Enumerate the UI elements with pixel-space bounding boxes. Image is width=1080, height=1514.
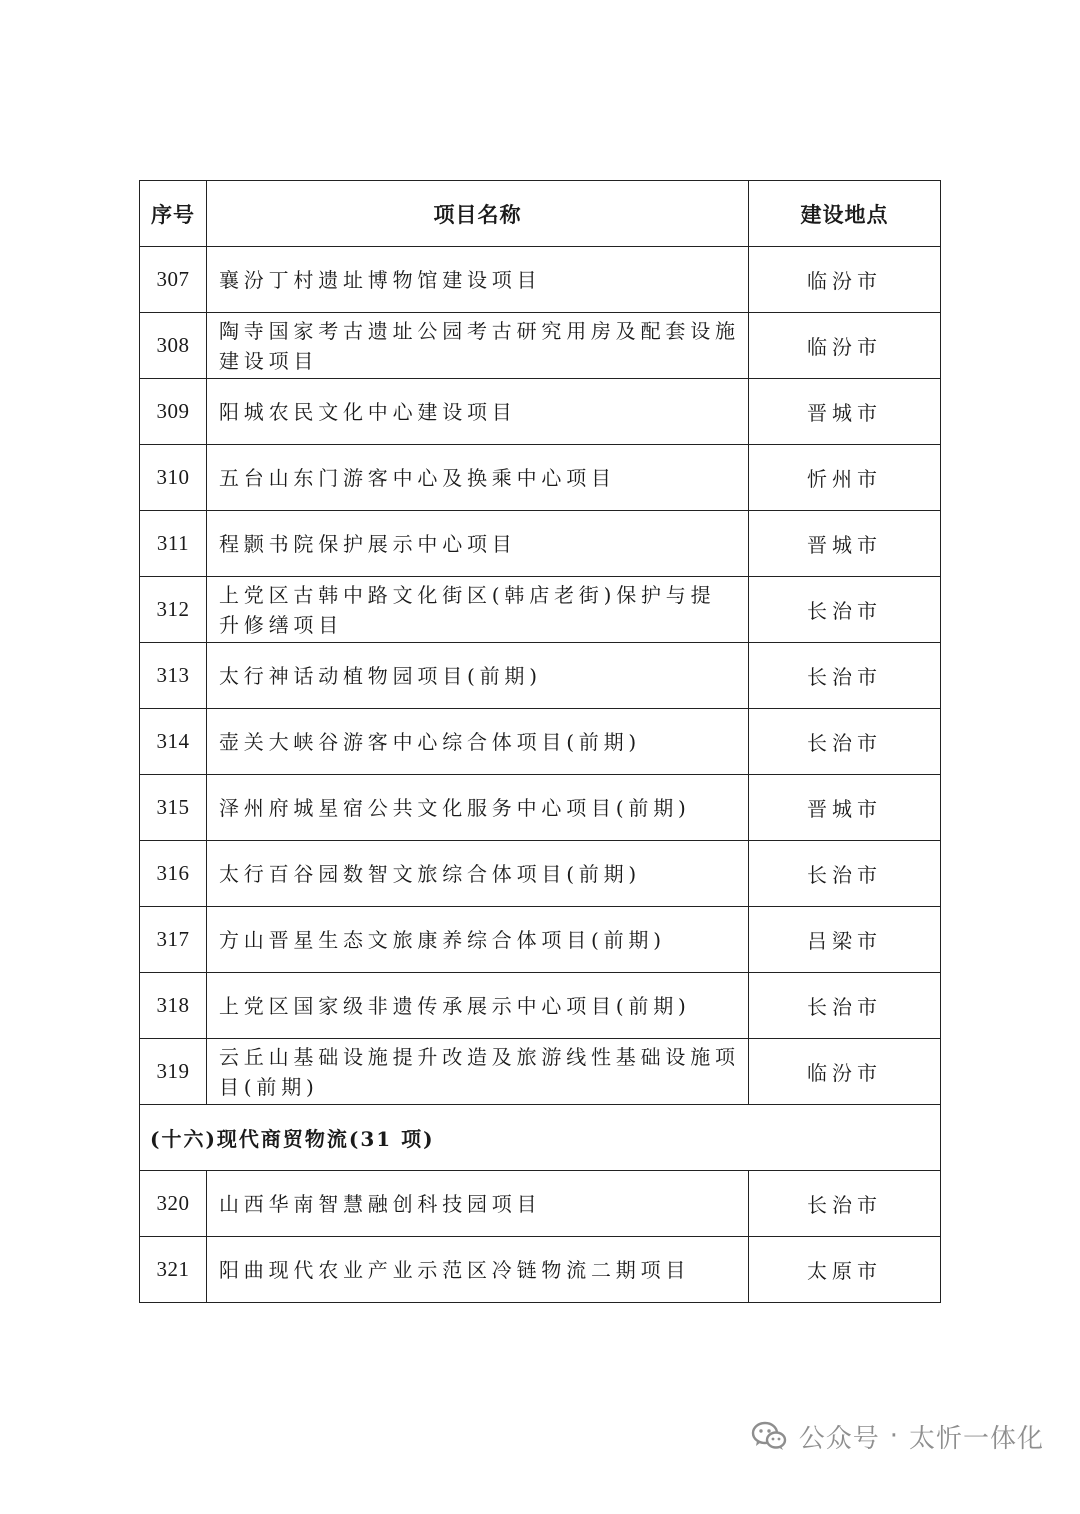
row-project-name: 上党区国家级非遗传承展示中心项目(前期) xyxy=(207,973,749,1039)
row-serial-number: 316 xyxy=(140,841,207,907)
row-project-name: 襄汾丁村遗址博物馆建设项目 xyxy=(207,247,749,313)
row-serial-number: 315 xyxy=(140,775,207,841)
row-location: 长治市 xyxy=(749,973,941,1039)
row-project-name: 陶寺国家考古遗址公园考古研究用房及配套设施建设项目 xyxy=(207,313,749,379)
row-location: 长治市 xyxy=(749,577,941,643)
watermark-account: 太忻一体化 xyxy=(908,1423,1044,1454)
row-serial-number: 317 xyxy=(140,907,207,973)
table-row xyxy=(140,313,941,379)
row-location: 晋城市 xyxy=(749,379,941,445)
row-project-name: 阳城农民文化中心建设项目 xyxy=(207,379,749,445)
header-serial-number: 序号 xyxy=(140,181,207,247)
table-row xyxy=(140,379,941,445)
header-location: 建设地点 xyxy=(749,181,941,247)
row-serial-number: 308 xyxy=(140,313,207,379)
row-serial-number: 313 xyxy=(140,643,207,709)
wechat-icon xyxy=(751,1421,787,1451)
watermark-separator: · xyxy=(889,1421,899,1451)
table-row xyxy=(140,709,941,775)
table-row xyxy=(140,1039,941,1105)
row-serial-number: 319 xyxy=(140,1039,207,1105)
table-row xyxy=(140,1171,941,1237)
row-serial-number: 312 xyxy=(140,577,207,643)
row-project-name: 上党区古韩中路文化街区(韩店老街)保护与提升修缮项目 xyxy=(207,577,749,643)
table-row xyxy=(140,907,941,973)
row-serial-number: 307 xyxy=(140,247,207,313)
row-location: 长治市 xyxy=(749,1171,941,1237)
table-header-row xyxy=(140,181,941,247)
row-location: 临汾市 xyxy=(749,1039,941,1105)
row-project-name: 方山晋星生态文旅康养综合体项目(前期) xyxy=(207,907,749,973)
wechat-watermark xyxy=(751,1419,1044,1453)
table-row xyxy=(140,511,941,577)
table-row xyxy=(140,577,941,643)
row-serial-number: 310 xyxy=(140,445,207,511)
section-heading: (十六)现代商贸物流(31 项) xyxy=(140,1105,941,1171)
row-location: 长治市 xyxy=(749,643,941,709)
row-location: 太原市 xyxy=(749,1237,941,1303)
row-location: 晋城市 xyxy=(749,511,941,577)
header-project-name: 项目名称 xyxy=(207,181,749,247)
watermark-label: 公众号 xyxy=(798,1423,880,1454)
row-location: 长治市 xyxy=(749,841,941,907)
row-project-name: 云丘山基础设施提升改造及旅游线性基础设施项目(前期) xyxy=(207,1039,749,1105)
row-serial-number: 309 xyxy=(140,379,207,445)
row-project-name: 太行百谷园数智文旅综合体项目(前期) xyxy=(207,841,749,907)
row-project-name: 太行神话动植物园项目(前期) xyxy=(207,643,749,709)
row-location: 晋城市 xyxy=(749,775,941,841)
row-location: 临汾市 xyxy=(749,313,941,379)
table-row xyxy=(140,775,941,841)
row-project-name: 山西华南智慧融创科技园项目 xyxy=(207,1171,749,1237)
row-project-name: 壶关大峡谷游客中心综合体项目(前期) xyxy=(207,709,749,775)
row-project-name: 程颢书院保护展示中心项目 xyxy=(207,511,749,577)
table-row xyxy=(140,1237,941,1303)
section-heading-row xyxy=(140,1105,941,1171)
row-location: 临汾市 xyxy=(749,247,941,313)
table-row xyxy=(140,643,941,709)
row-serial-number: 321 xyxy=(140,1237,207,1303)
row-serial-number: 311 xyxy=(140,511,207,577)
row-project-name: 阳曲现代农业产业示范区冷链物流二期项目 xyxy=(207,1237,749,1303)
row-location: 忻州市 xyxy=(749,445,941,511)
row-project-name: 泽州府城星宿公共文化服务中心项目(前期) xyxy=(207,775,749,841)
table-row xyxy=(140,841,941,907)
row-project-name: 五台山东门游客中心及换乘中心项目 xyxy=(207,445,749,511)
table-row xyxy=(140,445,941,511)
row-serial-number: 314 xyxy=(140,709,207,775)
row-serial-number: 320 xyxy=(140,1171,207,1237)
table-row xyxy=(140,247,941,313)
table-row xyxy=(140,973,941,1039)
row-location: 长治市 xyxy=(749,709,941,775)
project-table xyxy=(139,180,941,1303)
row-serial-number: 318 xyxy=(140,973,207,1039)
row-location: 吕梁市 xyxy=(749,907,941,973)
